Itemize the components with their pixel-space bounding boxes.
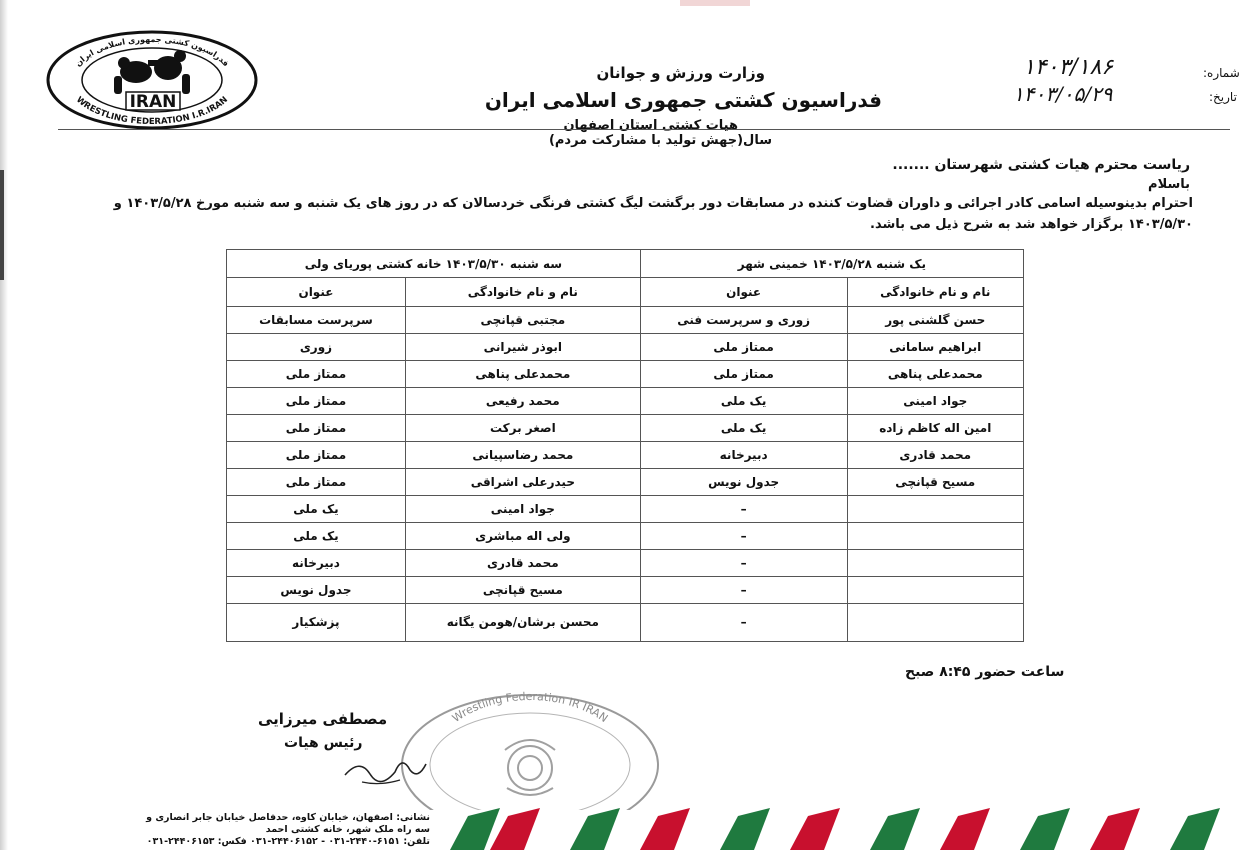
flag-stripe	[1020, 808, 1070, 850]
cell-title-tuesday: ممتاز ملی	[227, 469, 406, 496]
table-row	[227, 469, 1024, 496]
cell-name-sunday: جواد امینی	[847, 388, 1023, 415]
cell-name-tuesday: مسیح قپانچی	[405, 577, 640, 604]
header-title-sunday: عنوان	[640, 278, 847, 307]
cell-title-sunday: جدول نویس	[640, 469, 847, 496]
table-row	[227, 307, 1024, 334]
cell-name-sunday	[847, 496, 1023, 523]
cell-name-tuesday: محسن برشان/هومن یگانه	[405, 604, 640, 642]
cell-title-tuesday: زوری	[227, 334, 406, 361]
cell-title-sunday: –	[640, 577, 847, 604]
cell-name-tuesday: جواد امینی	[405, 496, 640, 523]
referee-schedule-table	[226, 249, 1024, 642]
seal-emblem-icon	[505, 740, 555, 795]
cell-name-tuesday: ابوذر شیرانی	[405, 334, 640, 361]
cell-title-tuesday: سرپرست مسابقات	[227, 307, 406, 334]
cell-title-tuesday: ممتاز ملی	[227, 415, 406, 442]
number-label: شماره:	[1203, 66, 1240, 80]
table-row	[227, 496, 1024, 523]
greeting: باسلام	[1148, 177, 1190, 192]
group-sunday: یک شنبه ۱۴۰۳/۵/۲۸ خمینی شهر	[640, 250, 1023, 278]
flag-stripe	[450, 808, 500, 850]
table-row	[227, 550, 1024, 577]
cell-title-sunday: –	[640, 496, 847, 523]
footer-flag-stripes	[440, 808, 1250, 850]
address-line-2: سه راه ملک شهر، خانه کشتی احمد	[265, 824, 430, 835]
official-seal	[395, 690, 665, 810]
cell-title-tuesday: ممتاز ملی	[227, 442, 406, 469]
address-line-1: نشانی: اصفهان، خیابان کاوه، حدفاصل خیابان جابر انصاری و	[146, 812, 430, 823]
table-row	[227, 361, 1024, 388]
signer-title: رئیس هیات	[284, 735, 363, 751]
logo-top-text: فدراسیون کشتی جمهوری اسلامی ایران	[73, 34, 231, 69]
cell-name-tuesday: محمدعلی پناهی	[405, 361, 640, 388]
table-row	[227, 388, 1024, 415]
cell-name-sunday	[847, 523, 1023, 550]
logo-center-text: IRAN	[129, 92, 177, 112]
cell-name-sunday: مسیح قپانچی	[847, 469, 1023, 496]
cell-name-sunday	[847, 550, 1023, 577]
table-row	[227, 523, 1024, 550]
header-name-sunday: نام و نام خانوادگی	[847, 278, 1023, 307]
cell-name-tuesday: حیدرعلی اشراقی	[405, 469, 640, 496]
cell-title-tuesday: یک ملی	[227, 523, 406, 550]
table-row	[227, 577, 1024, 604]
cell-name-sunday	[847, 577, 1023, 604]
ministry-title: وزارت ورزش و جوانان	[596, 64, 765, 82]
table-group-row	[227, 250, 1024, 278]
cell-name-tuesday: مجتبی قپانچی	[405, 307, 640, 334]
cell-title-tuesday: جدول نویس	[227, 577, 406, 604]
letter-date: ۱۴۰۳/۰۵/۲۹	[1013, 82, 1113, 106]
cell-name-sunday: امین اله کاظم زاده	[847, 415, 1023, 442]
svg-text:Wrestling Federation IR IRAN	[450, 690, 610, 725]
year-slogan: سال(جهش تولید با مشارکت مردم)	[548, 133, 772, 148]
flag-stripe	[940, 808, 990, 850]
cell-title-sunday: –	[640, 604, 847, 642]
board-title: هیات کشتی استان اصفهان	[563, 118, 738, 133]
cell-title-sunday: یک ملی	[640, 415, 847, 442]
seal-text: Wrestling Federation IR IRAN	[449, 690, 611, 726]
logo-bottom-text: WRESTLING FEDERATION I.R.IRAN	[74, 94, 230, 128]
cell-title-sunday: –	[640, 523, 847, 550]
cell-name-sunday: حسن گلشنی پور	[847, 307, 1023, 334]
letter-body: احترام بدینوسیله اسامی کادر اجرائی و داوران قضاوت کننده در مسابقات دور برگشت لیگ کشتی فرنگی خردسالان که در روز های یک شنبه و سه شنبه مورخ ۱۴۰۳/۵/۲۸ و ۱۴۰۳/۵/۳۰ برگزار خواهد شد به شرح ذیل می باشد.	[113, 196, 1193, 232]
phone-fax-line: تلفن: ۶۱۵۱-۲۴۴۰-۰۳۱ - ۲۴۴۰۶۱۵۲-۰۳۱ فکس: ۲۴۴۰۶۱۵۳-۰۳۱	[146, 836, 430, 847]
header-name-tuesday: نام و نام خانوادگی	[405, 278, 640, 307]
cell-title-sunday: دبیرخانه	[640, 442, 847, 469]
arrival-time: ساعت حضور ۸:۴۵ صبح	[905, 664, 1065, 680]
federation-title: فدراسیون کشتی جمهوری اسلامی ایران	[484, 88, 882, 112]
wrestlers-icon	[114, 50, 190, 94]
header-divider	[58, 129, 1230, 130]
federation-logo	[44, 30, 260, 130]
cell-name-sunday: محمدعلی پناهی	[847, 361, 1023, 388]
cell-title-tuesday: ممتاز ملی	[227, 361, 406, 388]
page-edge-mark	[0, 170, 4, 280]
cell-title-sunday: ممتاز ملی	[640, 361, 847, 388]
group-tuesday: سه شنبه ۱۴۰۳/۵/۳۰ خانه کشتی پوریای ولی	[227, 250, 641, 278]
flag-stripe	[1170, 808, 1220, 850]
top-stamp-mark	[680, 0, 750, 6]
table-row	[227, 415, 1024, 442]
cell-name-sunday: محمد قادری	[847, 442, 1023, 469]
salutation: ریاست محترم هیات کشتی شهرستان .......	[892, 157, 1190, 173]
cell-name-tuesday: محمد رفیعی	[405, 388, 640, 415]
header-title-tuesday: عنوان	[227, 278, 406, 307]
flag-stripe	[570, 808, 620, 850]
cell-name-tuesday: محمد قادری	[405, 550, 640, 577]
signer-name: مصطفی میرزایی	[258, 710, 388, 728]
table-header-row	[227, 278, 1024, 307]
cell-name-tuesday: محمد رضاسپیانی	[405, 442, 640, 469]
cell-name-sunday	[847, 604, 1023, 642]
page-edge-shadow	[0, 0, 8, 850]
flag-stripe	[790, 808, 840, 850]
cell-title-tuesday: یک ملی	[227, 496, 406, 523]
cell-name-tuesday: اصغر برکت	[405, 415, 640, 442]
flag-stripe	[720, 808, 770, 850]
cell-title-sunday: ممتاز ملی	[640, 334, 847, 361]
table-row	[227, 604, 1024, 642]
flag-stripe	[640, 808, 690, 850]
cell-title-tuesday: ممتاز ملی	[227, 388, 406, 415]
cell-name-sunday: ابراهیم سامانی	[847, 334, 1023, 361]
handwritten-signature	[340, 750, 430, 790]
cell-title-sunday: –	[640, 550, 847, 577]
cell-title-sunday: زوری و سرپرست فنی	[640, 307, 847, 334]
flag-stripe	[870, 808, 920, 850]
table-row	[227, 442, 1024, 469]
cell-title-tuesday: دبیرخانه	[227, 550, 406, 577]
letter-number: ۱۴۰۳/۱۸۶	[1023, 55, 1114, 80]
footer-address	[85, 812, 430, 848]
flag-stripe	[1090, 808, 1140, 850]
date-label: تاریخ:	[1209, 90, 1237, 104]
table-row	[227, 334, 1024, 361]
cell-title-tuesday: پزشکیار	[227, 604, 406, 642]
cell-title-sunday: یک ملی	[640, 388, 847, 415]
cell-name-tuesday: ولی اله مباشری	[405, 523, 640, 550]
